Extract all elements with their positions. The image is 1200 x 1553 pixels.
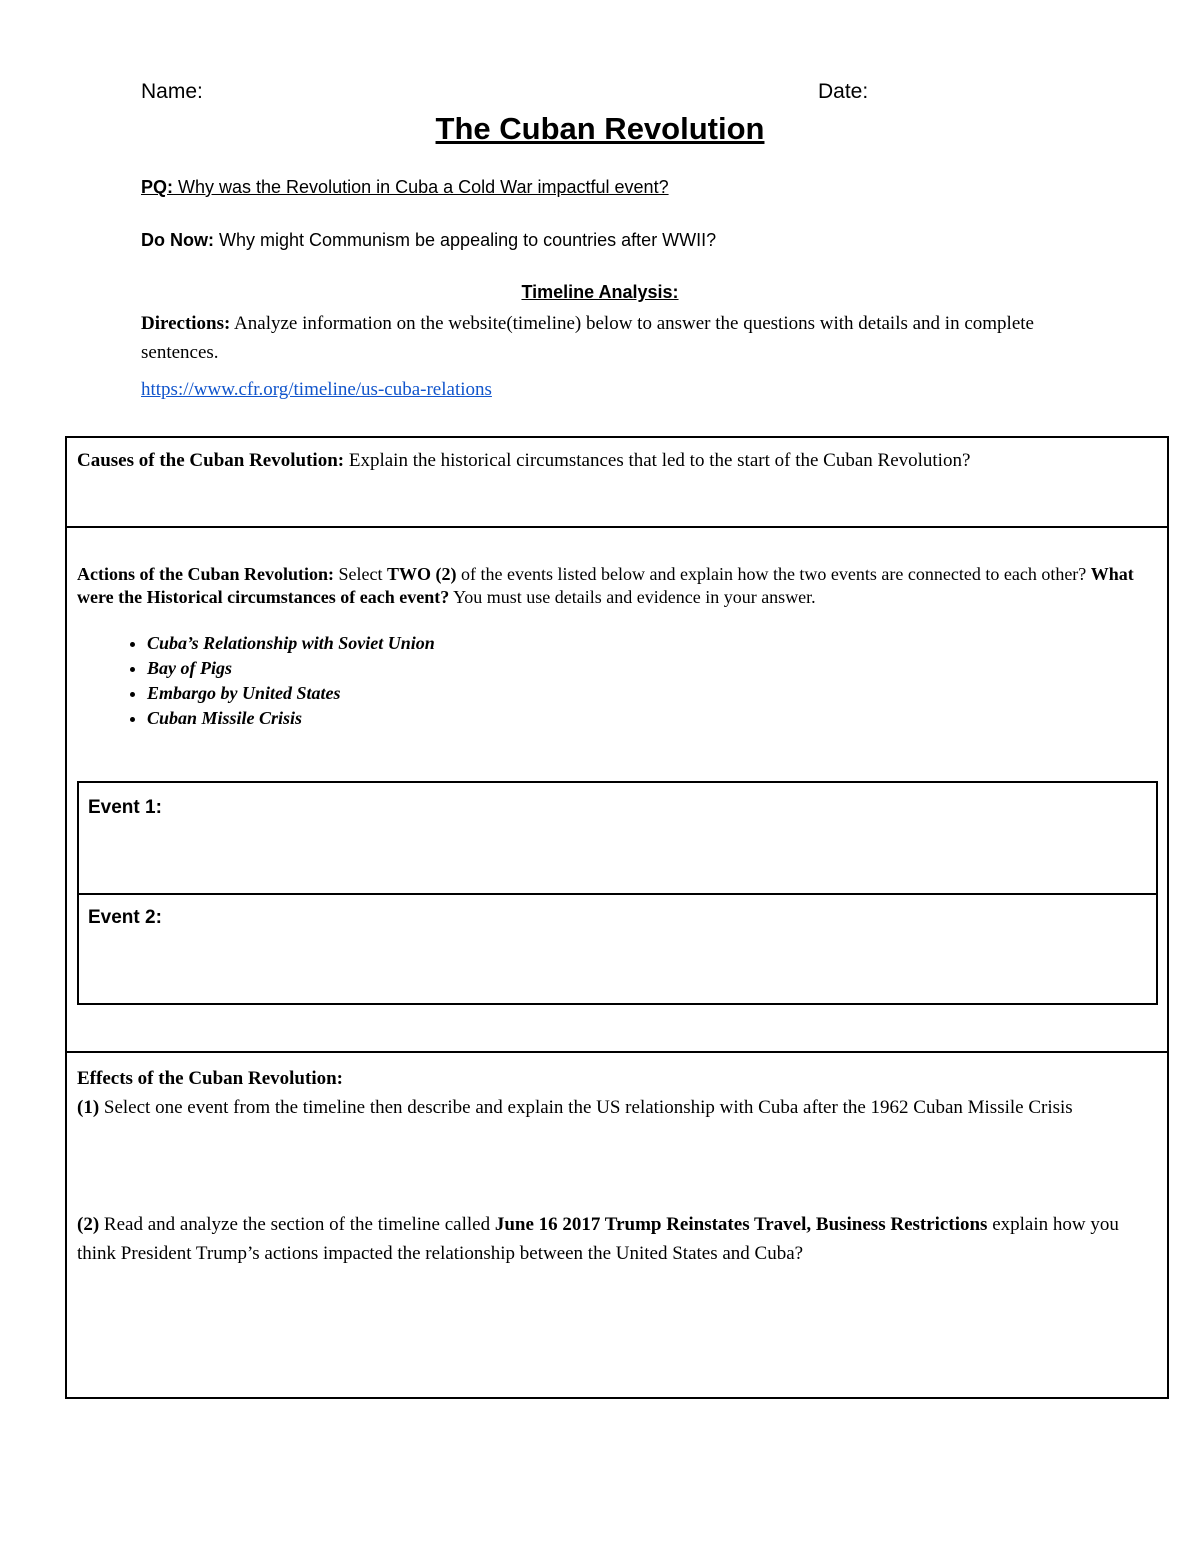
- actions-text-2: of the events listed below and explain how the two events are connected to each other?: [456, 564, 1091, 584]
- actions-two: TWO (2): [387, 564, 457, 584]
- effects-q1-text: Select one event from the timeline then describe and explain the US relationship with Cuba after the 1962 Cuban Missile Crisis: [99, 1097, 1073, 1118]
- event-divider: [79, 893, 1156, 895]
- event-2-label: Event 2:: [88, 907, 162, 928]
- date-label: Date:: [818, 80, 869, 103]
- page-title: [0, 111, 1200, 147]
- effects-question-2: [77, 1210, 1147, 1268]
- pq-text: Why was the Revolution in Cuba a Cold War impactful event?: [173, 177, 669, 197]
- effects-q2-num: (2): [77, 1214, 100, 1235]
- actions-text-3: You must use details and evidence in your answer.: [449, 587, 816, 607]
- list-item: • Cuban Missile Crisis: [147, 706, 435, 731]
- list-item: • Embargo by United States: [147, 681, 435, 706]
- actions-text-1: Select: [334, 564, 388, 584]
- section-divider: [67, 1051, 1167, 1053]
- effects-q2-text-2: explain how you think President Trump’s actions impacted the relationship between the United States and Cuba?: [77, 1214, 1119, 1264]
- pq-label: PQ:: [141, 177, 174, 197]
- events-list: [77, 631, 435, 731]
- actions-label: Actions of the Cuban Revolution:: [77, 564, 335, 584]
- directions: [141, 309, 1061, 367]
- list-item: • Bay of Pigs: [147, 656, 435, 681]
- actions-hc-label: What were the Historical circumstances of each event?: [77, 564, 1134, 607]
- timeline-link[interactable]: https://www.cfr.org/timeline/us-cuba-relations: [141, 379, 492, 400]
- effects-section: [77, 1064, 1147, 1122]
- donow-label: Do Now:: [141, 230, 214, 250]
- directions-label: Directions:: [141, 313, 231, 334]
- name-label: Name:: [141, 80, 203, 103]
- effects-label: Effects of the Cuban Revolution:: [77, 1068, 343, 1089]
- timeline-analysis-heading: Timeline Analysis:: [521, 282, 679, 302]
- causes-text: Explain the historical circumstances that led to the start of the Cuban Revolution?: [344, 450, 971, 471]
- list-item: • Cuba’s Relationship with Soviet Union: [147, 631, 435, 656]
- donow-text: Why might Communism be appealing to countries after WWII?: [213, 230, 717, 250]
- effects-q2-text-1: Read and analyze the section of the timeline called: [99, 1214, 495, 1235]
- pivotal-question: [141, 177, 669, 198]
- event-answer-box: [77, 781, 1158, 1005]
- causes-section: [77, 450, 1157, 472]
- directions-text: Analyze information on the website(timeline) below to answer the questions with details and in complete sentences.: [141, 313, 1034, 363]
- event-1-label: Event 1:: [88, 797, 162, 818]
- effects-q1-num: (1): [77, 1097, 100, 1118]
- page-title-text: The Cuban Revolution: [435, 111, 765, 146]
- actions-section: [77, 563, 1147, 609]
- causes-label: Causes of the Cuban Revolution:: [77, 450, 345, 471]
- section-divider: [67, 526, 1167, 528]
- do-now: [141, 230, 716, 251]
- worksheet-box: [65, 436, 1169, 1399]
- effects-q2-bold: June 16 2017 Trump Reinstates Travel, Business Restrictions: [494, 1214, 988, 1235]
